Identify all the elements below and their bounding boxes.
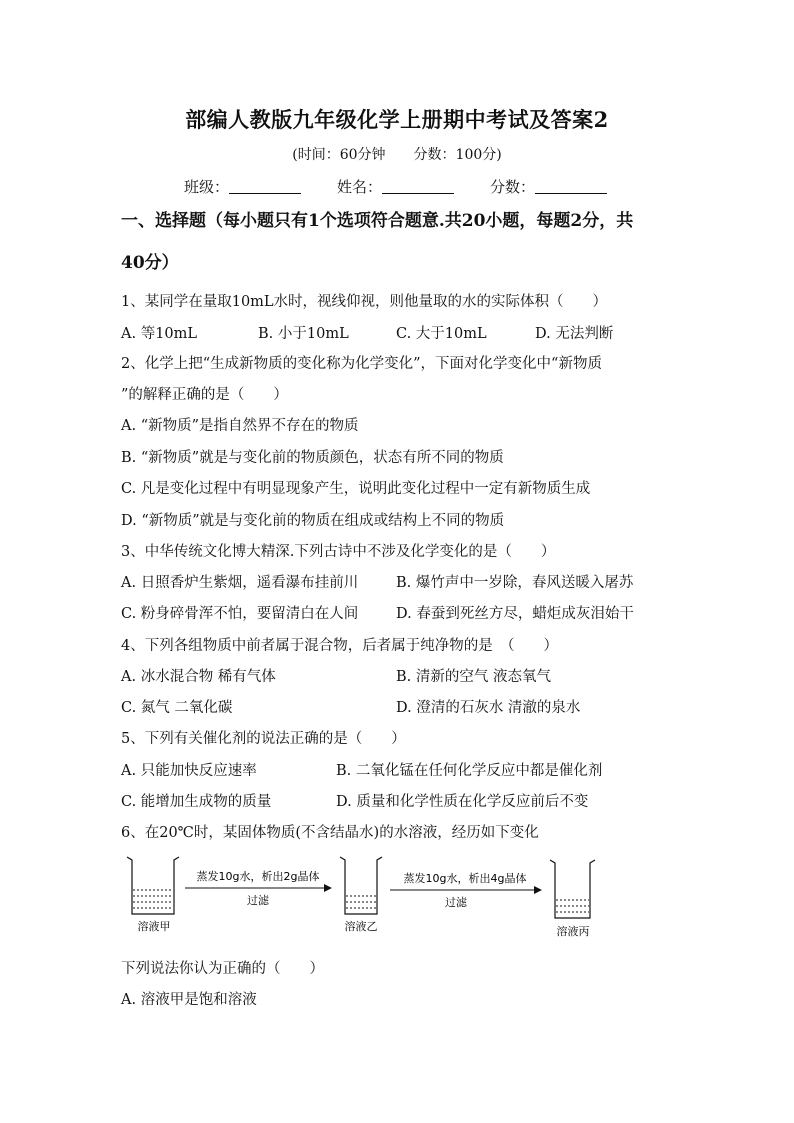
beaker-2: [340, 857, 382, 914]
beaker-2-label: 溶液乙: [344, 920, 378, 933]
question-6-stem: 6、在20℃时，某固体物质(不含结晶水)的水溶液，经历如下变化: [121, 825, 539, 841]
question-4-option-b[interactable]: B. 清新的空气 液态氧气: [396, 669, 551, 685]
question-5-option-b[interactable]: B. 二氧化锰在任何化学反应中都是催化剂: [336, 763, 603, 779]
question-2-option-d[interactable]: D. “新物质”就是与变化前的物质在组成或结构上不同的物质: [121, 513, 505, 529]
question-3-option-d[interactable]: D. 春蚕到死丝方尽，蜡炬成灰泪始干: [396, 606, 634, 622]
question-4-option-a[interactable]: A. 冰水混合物 稀有气体: [121, 669, 276, 685]
arrow-1-top-label: 蒸发10g水，析出2g晶体: [196, 870, 320, 883]
question-3-stem: 3、中华传统文化博大精深.下列古诗中不涉及化学变化的是（ ）: [121, 544, 556, 560]
question-2-stem-line-1: 2、化学上把“生成新物质的变化称为化学变化”，下面对化学变化中“新物质: [121, 356, 602, 372]
beaker-3: [550, 860, 595, 918]
arrow-2-bottom-label: 过滤: [445, 896, 467, 909]
section-heading-line-2: 40分）: [121, 253, 179, 273]
question-2-option-b[interactable]: B. “新物质”就是与变化前的物质颜色，状态有所不同的物质: [121, 450, 504, 466]
beaker-1-label: 溶液甲: [137, 920, 171, 933]
question-1-option-b[interactable]: B. 小于10mL: [258, 326, 349, 342]
question-5-option-d[interactable]: D. 质量和化学性质在化学反应前后不变: [336, 794, 589, 810]
question-6-option-a[interactable]: A. 溶液甲是饱和溶液: [121, 992, 257, 1008]
exam-time: (时间：60分钟: [292, 147, 386, 163]
question-3-option-a[interactable]: A. 日照香炉生紫烟，遥看瀑布挂前川: [121, 575, 359, 591]
beaker-3-label: 溶液丙: [556, 925, 590, 938]
arrow-1-bottom-label: 过滤: [247, 894, 269, 907]
question-4-option-c[interactable]: C. 氮气 二氧化碳: [121, 700, 233, 716]
name-label: 姓名：: [337, 178, 383, 196]
question-3-option-c[interactable]: C. 粉身碎骨浑不怕，要留清白在人间: [121, 606, 359, 622]
question-4-stem: 4、下列各组物质中前者属于混合物，后者属于纯净物的是 （ ）: [121, 638, 558, 654]
question-5-stem: 5、下列有关催化剂的说法正确的是（ ）: [121, 731, 406, 747]
section-heading-line-1: 一、选择题（每小题只有1个选项符合题意.共20小题，每题2分，共: [121, 211, 634, 231]
question-1-option-c[interactable]: C. 大于10mL: [396, 326, 487, 342]
exam-total-score: 分数：100分): [413, 147, 502, 163]
question-1-option-a[interactable]: A. 等10mL: [121, 326, 198, 342]
question-5-option-c[interactable]: C. 能增加生成物的质量: [121, 794, 272, 810]
question-1-option-d[interactable]: D. 无法判断: [535, 326, 614, 342]
score-label: 分数：: [490, 178, 536, 196]
page-title: 部编人教版九年级化学上册期中考试及答案2: [185, 107, 609, 132]
beaker-1: [127, 857, 179, 914]
arrow-1: [185, 884, 332, 892]
question-3-option-b[interactable]: B. 爆竹声中一岁除，春风送暖入屠苏: [396, 575, 634, 591]
question-4-option-d[interactable]: D. 澄清的石灰水 清澈的泉水: [396, 700, 581, 716]
class-label: 班级：: [184, 178, 230, 196]
question-2-option-c[interactable]: C. 凡是变化过程中有明显现象产生，说明此变化过程中一定有新物质生成: [121, 481, 591, 497]
question-5-option-a[interactable]: A. 只能加快反应速率: [121, 763, 257, 779]
question-1-stem: 1、某同学在量取10mL水时，视线仰视，则他量取的水的实际体积（ ）: [121, 294, 608, 310]
question-6-prompt: 下列说法你认为正确的（ ）: [121, 961, 324, 977]
question-2-stem-line-2: ”的解释正确的是（ ）: [121, 387, 288, 403]
question-2-option-a[interactable]: A. “新物质”是指自然界不存在的物质: [121, 418, 359, 434]
arrow-2: [390, 886, 542, 894]
arrow-2-top-label: 蒸发10g水，析出4g晶体: [403, 872, 527, 885]
